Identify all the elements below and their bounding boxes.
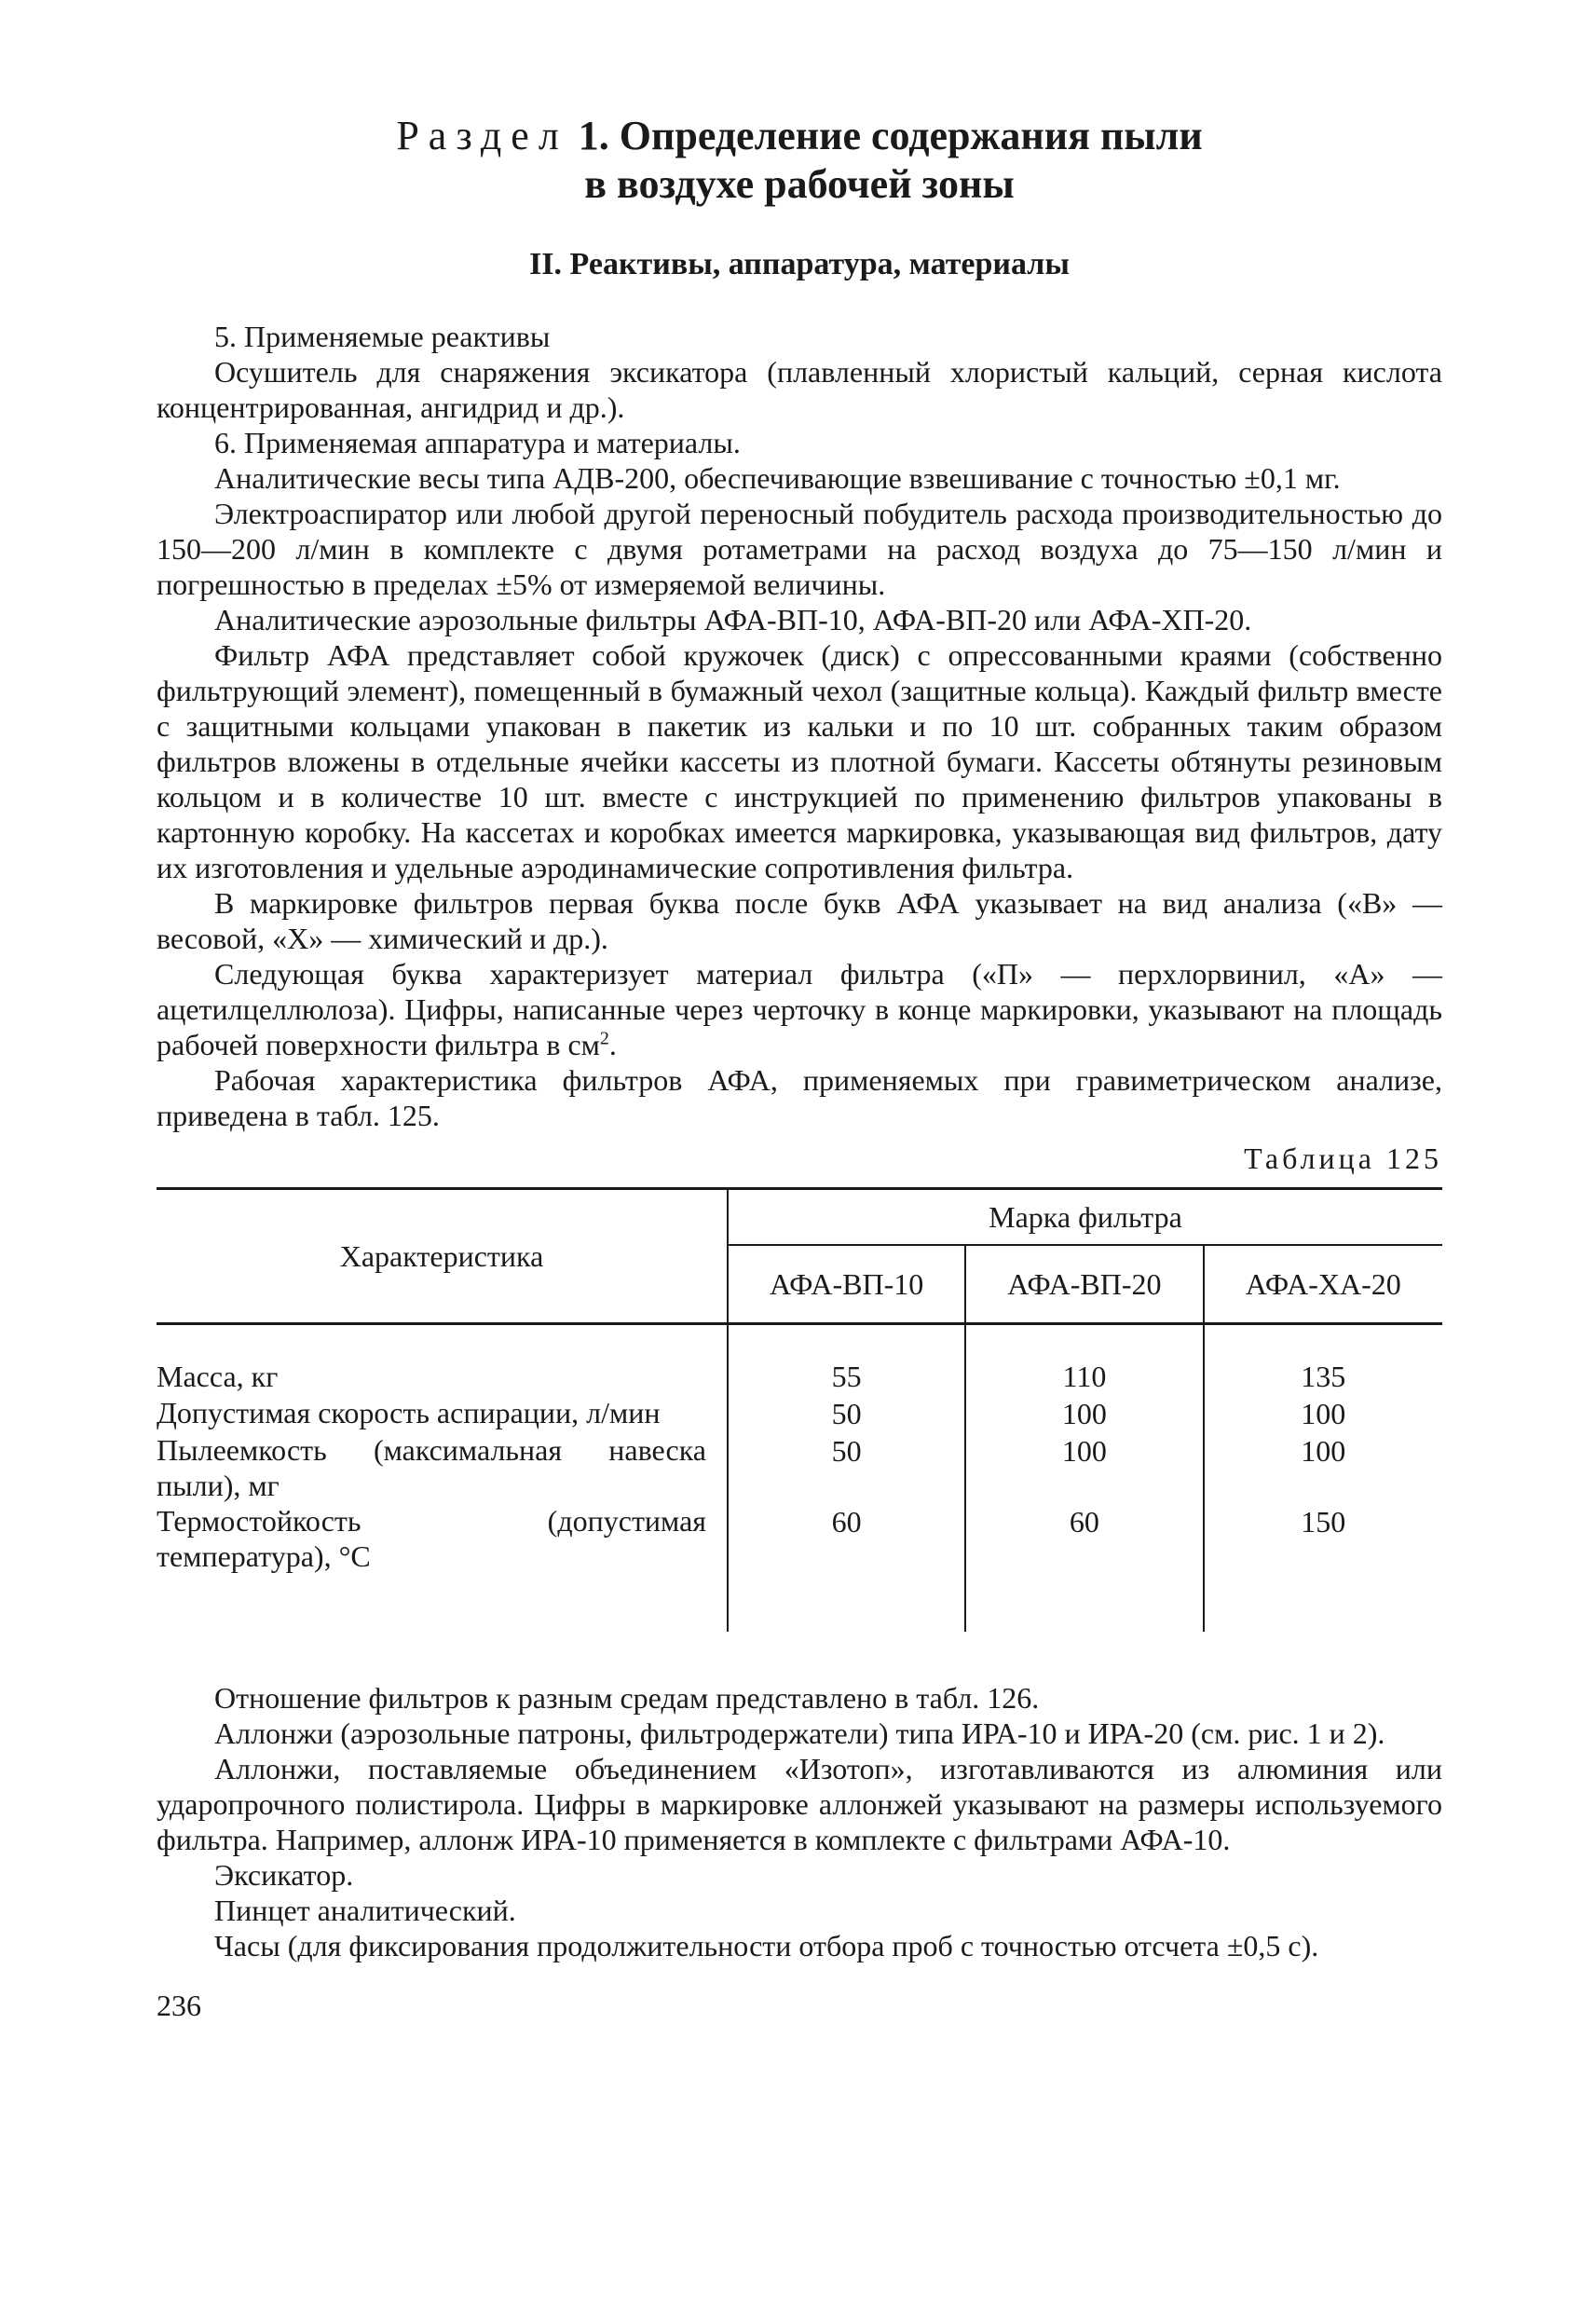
table-spacer-row: [157, 1574, 1442, 1632]
paragraph: Часы (для фиксирования продолжительности отбора проб с точностью отсчета ±0,5 с).: [214, 1929, 1319, 1962]
paragraph: [157, 956, 1442, 1062]
paragraph: Аллонжи, поставляемые объединением «Изотоп», изготавливаются из алюминия или ударопрочного полистирола. Цифры в маркировке аллонжей указывают на размеры используемого фильтра. Например, аллонж ИРА-10 применяется в комплекте с фильтрами АФА-10.: [157, 1752, 1442, 1856]
section-title: [157, 112, 1442, 209]
paragraph: Аналитические весы типа АДВ-200, обеспечивающие взвешивание с точностью ±0,1 мг.: [214, 461, 1341, 495]
page-number: 236: [157, 1989, 201, 2022]
table-row: [157, 1395, 1442, 1432]
paragraph: Рабочая характеристика фильтров АФА, применяемых при гравиметрическом анализе, приведена в табл. 125.: [157, 1063, 1442, 1132]
paragraph: Электроаспиратор или любой другой переносный побудитель расхода производительностью до 150—200 л/мин в комплекте с двумя ротаметрами на расход воздуха до 75—150 л/мин и погрешностью в пределах ±5% от измеряемой величины.: [157, 497, 1442, 601]
paragraph: Осушитель для снаряжения эксикатора (плавленный хлористый кальций, серная кислота концентрированная, ангидрид и др.).: [157, 355, 1442, 424]
body-text-before-table: [157, 319, 1442, 1133]
table-row: [157, 1324, 1442, 1396]
filter-characteristics-table: [157, 1187, 1442, 1632]
paragraph: В маркировке фильтров первая буква после букв АФА указывает на вид анализа («В» — весовой, «Х» — химический и др.).: [157, 886, 1442, 955]
paragraph: Эксикатор.: [214, 1858, 354, 1892]
subsection-title: II. Реактивы, аппаратура, материалы: [529, 247, 1070, 281]
table-cell: 150: [1301, 1505, 1346, 1538]
paragraph: 5. Применяемые реактивы: [214, 320, 551, 353]
header-characteristic: Характеристика: [157, 1189, 728, 1324]
table-cell: 60: [965, 1503, 1203, 1574]
table-cell: 100: [965, 1432, 1203, 1503]
sentence-end: .: [608, 1028, 617, 1061]
row-label: Масса, кг: [157, 1360, 279, 1393]
table-cell: 55: [728, 1324, 965, 1396]
paragraph: 6. Применяемая аппаратура и материалы.: [214, 426, 741, 459]
paragraph: Пинцет аналитический.: [214, 1894, 516, 1927]
table-cell: 135: [1301, 1360, 1346, 1393]
body-text-after-table: [157, 1680, 1442, 1963]
table-cell: 100: [965, 1395, 1203, 1432]
section-title-line1: 1. Определение содержания пыли: [578, 113, 1203, 158]
header-column: АФА-ВП-10: [728, 1245, 965, 1324]
table-row: [157, 1432, 1442, 1503]
table-row: [157, 1503, 1442, 1574]
paragraph-text: Следующая буква характеризует материал фильтра («П» — перхлорвинил, «А» — ацетилцеллюлоза). Цифры, написанные через черточку в конце маркировки, указывают на площадь рабочей поверхности фильтра в см: [157, 957, 1442, 1061]
table-caption: Таблица 125: [1244, 1142, 1442, 1175]
paragraph: Отношение фильтров к разным средам представлено в табл. 126.: [214, 1681, 1040, 1715]
table-cell: 50: [728, 1432, 965, 1503]
paragraph: Фильтр АФА представляет собой кружочек (диск) с опрессованными краями (собственно фильтрующий элемент), помещенный в бумажный чехол (защитные кольца). Каждый фильтр вместе с защитными кольцами упакован в пакетик из кальки и по 10 шт. собранных таким образом фильтров вложены в отдельные ячейки кассеты из плотной бумаги. Кассеты обтянуты резиновым кольцом и в количестве 10 шт. вместе с инструкцией по применению фильтров упакованы в картонную коробку. На кассетах и коробках имеется маркировка, указывающая вид фильтров, дату их изготовления и удельные аэродинамические сопротивления фильтра.: [157, 638, 1442, 884]
table-cell: 100: [1301, 1397, 1346, 1430]
table-cell: 100: [1301, 1434, 1346, 1468]
row-label: Пылеемкость (максимальная навеска пыли), мг: [157, 1433, 706, 1502]
table-cell: 60: [728, 1503, 965, 1574]
table-cell: 110: [965, 1324, 1203, 1396]
paragraph: Аналитические аэрозольные фильтры АФА-ВП-10, АФА-ВП-20 или АФА-ХП-20.: [214, 603, 1252, 636]
row-label: Допустимая скорость аспирации, л/мин: [157, 1396, 661, 1429]
row-label: Термостойкость (допустимая температура), °С: [157, 1504, 706, 1573]
superscript: 2: [599, 1028, 609, 1049]
table-cell: 50: [728, 1395, 965, 1432]
header-filter-brand: Марка фильтра: [728, 1189, 1442, 1246]
header-column: АФА-ВП-20: [965, 1245, 1203, 1324]
paragraph: Аллонжи (аэрозольные патроны, фильтродержатели) типа ИРА-10 и ИРА-20 (см. рис. 1 и 2).: [214, 1716, 1385, 1750]
header-column: АФА-ХА-20: [1204, 1245, 1442, 1324]
section-title-word: Раздел: [396, 113, 568, 158]
section-title-line2: в воздухе рабочей зоны: [584, 161, 1015, 207]
document-page: [157, 112, 1442, 2023]
